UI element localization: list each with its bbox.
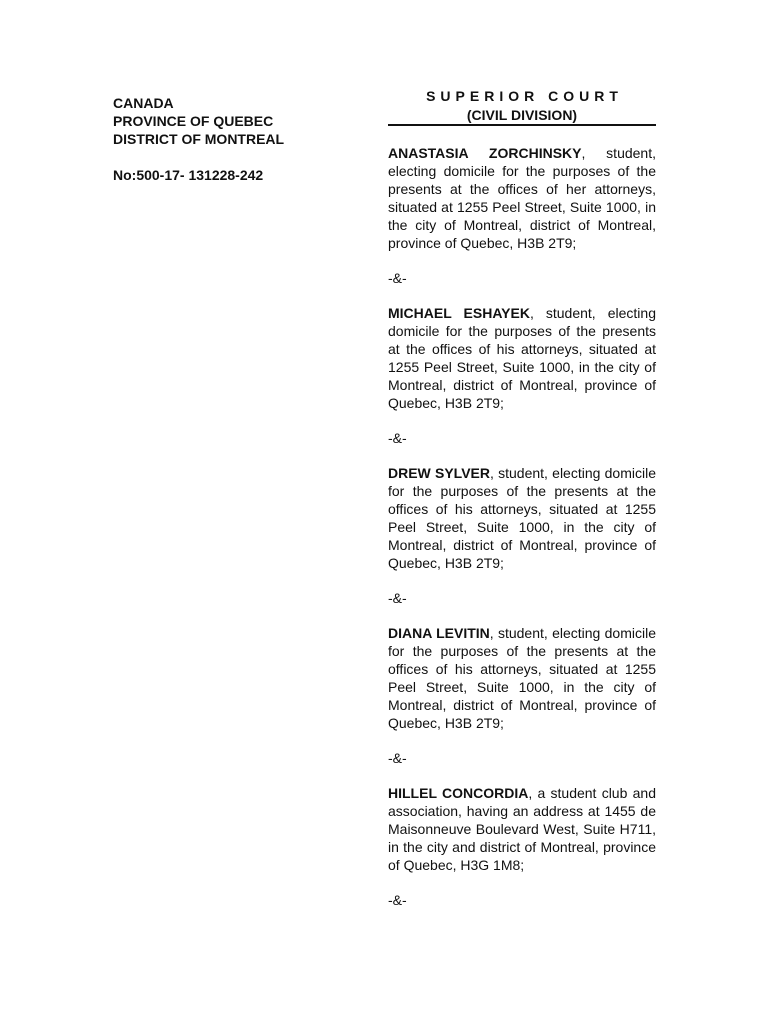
party-entry — [388, 624, 656, 732]
parties-list — [388, 144, 656, 926]
party-entry — [388, 784, 656, 874]
party-description: , student, electing domicile for the purposes of the presents at the offices of his attorneys, situated at 1255 Peel Street, Suite 1000, in the city of Montreal, district of Montreal, province of Quebec, H3B 2T9; — [388, 305, 656, 411]
province-line: PROVINCE OF QUEBEC — [113, 113, 274, 129]
party-entry — [388, 144, 656, 252]
party-description: , student, electing domicile for the purposes of the presents at the offices of her attorneys, situated at 1255 Peel Street, Suite 1000, in the city of Montreal, district of Montreal, province of Quebec, H3B 2T9; — [388, 145, 656, 251]
party-separator: -&- — [388, 892, 407, 908]
party-name: MICHAEL ESHAYEK — [388, 305, 530, 321]
party-entry — [388, 304, 656, 412]
jurisdiction-block — [113, 94, 343, 148]
country-line: CANADA — [113, 95, 174, 111]
party-description: , student, electing domicile for the purposes of the presents at the offices of his attorneys, situated at 1255 Peel Street, Suite 1000, in the city of Montreal, district of Montreal, province of Quebec, H3B 2T9; — [388, 625, 656, 731]
case-number: No:500-17- 131228-242 — [113, 167, 264, 183]
party-name: HILLEL CONCORDIA — [388, 785, 529, 801]
party-name: DREW SYLVER — [388, 465, 490, 481]
party-separator: -&- — [388, 270, 407, 286]
court-division: (CIVIL DIVISION) — [466, 107, 578, 123]
party-separator: -&- — [388, 590, 407, 606]
party-entry — [388, 464, 656, 572]
court-title: SUPERIOR COURT — [426, 88, 623, 104]
party-name: ANASTASIA ZORCHINSKY — [388, 145, 582, 161]
party-separator: -&- — [388, 750, 407, 766]
court-header — [388, 86, 656, 124]
party-name: DIANA LEVITIN — [388, 625, 490, 641]
party-description: , student, electing domicile for the purposes of the presents at the offices of his attorneys, situated at 1255 Peel Street, Suite 1000, in the city of Montreal, district of Montreal, province of Quebec, H3B 2T9; — [388, 465, 656, 571]
party-separator: -&- — [388, 430, 407, 446]
header-rule — [388, 124, 656, 126]
district-line: DISTRICT OF MONTREAL — [113, 131, 285, 147]
party-description: , a student club and association, having an address at 1455 de Maisonneuve Boulevard West, Suite H711, in the city and district of Montreal, province of Quebec, H3G 1M8; — [388, 785, 656, 873]
